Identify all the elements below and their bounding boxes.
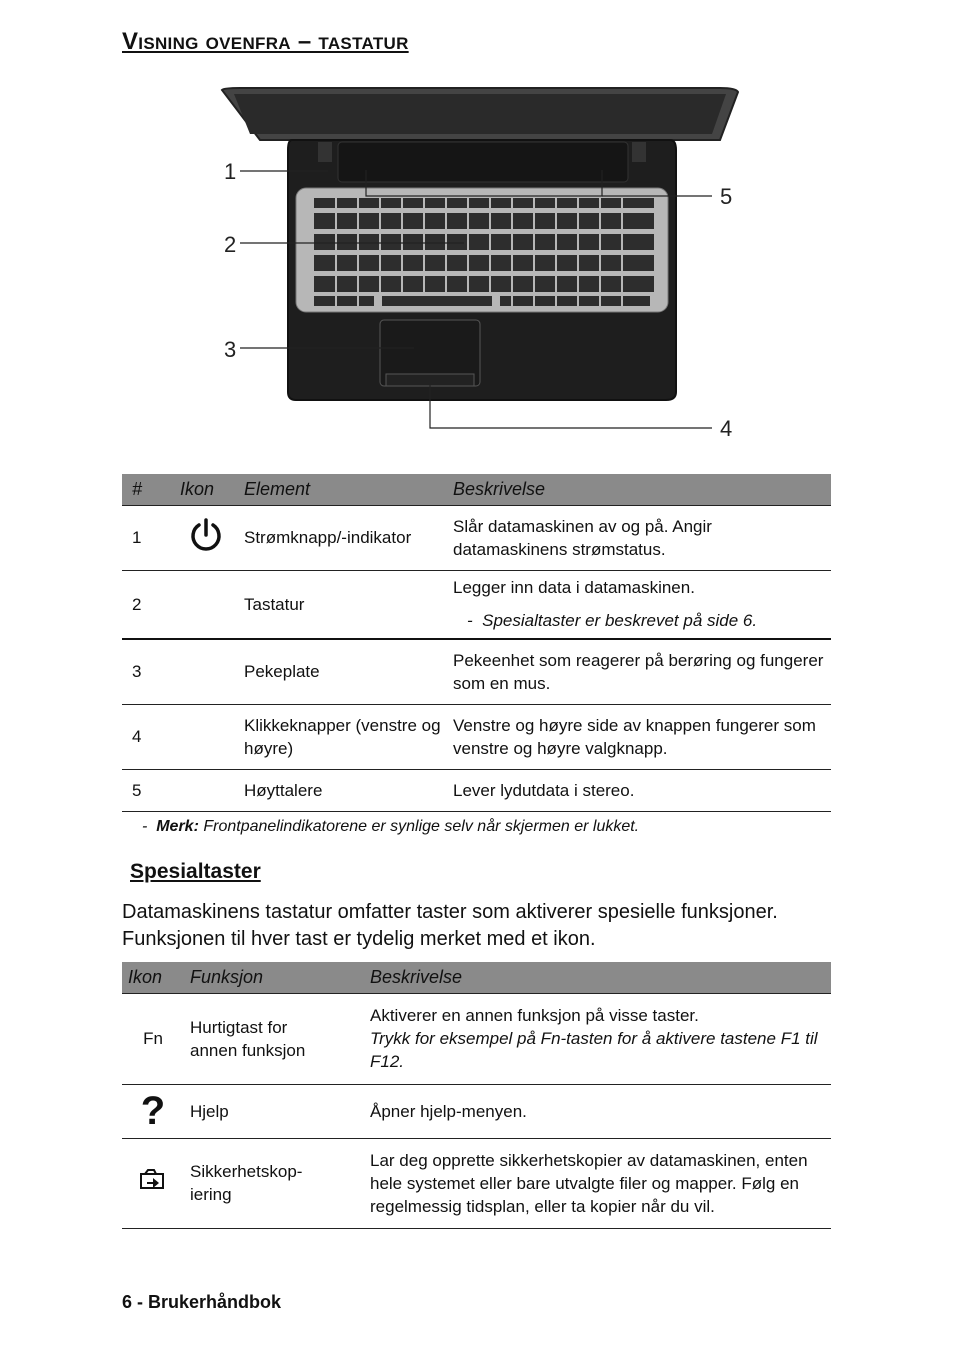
row-description: Legger inn data i datamaskinen. — [453, 578, 695, 598]
row-description: Venstre og høyre side av knappen fungerer som venstre og høyre valgknapp. — [447, 704, 831, 769]
help-icon: ? — [122, 1084, 184, 1138]
table-header-row — [122, 474, 831, 505]
page-footer: 6 - Brukerhåndbok — [122, 1292, 282, 1312]
header-icon: Ikon — [174, 474, 238, 505]
header-num: # — [122, 474, 174, 505]
table-row — [122, 1138, 831, 1228]
header-element: Element — [238, 474, 447, 505]
row-num: 4 — [122, 704, 174, 769]
row-element: Tastatur — [238, 570, 447, 639]
row-num: 2 — [122, 570, 174, 639]
row-num: 3 — [122, 639, 174, 704]
page-heading: Visning ovenfra – tastatur — [122, 28, 409, 55]
row-element: Klikkeknapper (venstre og høyre) — [238, 704, 447, 769]
intro-line: Datamaskinens tastatur omfatter taster som aktiverer spesielle funksjoner. — [122, 901, 778, 923]
table-row — [122, 639, 831, 704]
row-description: Lar deg opprette sikkerhetskopier av datamaskinen, enten hele systemet eller bare utvalgte filer og mapper. Følg en regelmessig tidsplan, eller ta kopier når du vil. — [364, 1138, 831, 1228]
row-description: Pekeenhet som reagerer på berøring og fungerer som en mus. — [447, 639, 831, 704]
header-icon: Ikon — [122, 962, 184, 993]
row-description: Slår datamaskinen av og på. Angir datamaskinens strømstatus. — [447, 505, 831, 570]
special-keys-table — [122, 962, 831, 1229]
table-row — [122, 769, 831, 811]
power-icon — [187, 516, 225, 554]
callout-3: 3 — [224, 337, 237, 362]
row-element: Pekeplate — [238, 639, 447, 704]
header-function: Funksjon — [184, 962, 364, 993]
laptop-top-view-illustration — [200, 80, 760, 450]
callout-2: 2 — [224, 232, 237, 257]
row-num: 1 — [122, 505, 174, 570]
row-description: Aktiverer en annen funksjon på visse taster. — [370, 1006, 699, 1025]
callout-4: 4 — [720, 416, 733, 441]
function-label: annen funksjon — [190, 1040, 306, 1060]
row-description: Lever lydutdata i stereo. — [447, 769, 831, 811]
intro-paragraph — [122, 899, 842, 953]
section-heading: Spesialtaster — [130, 860, 261, 883]
components-table — [122, 474, 831, 812]
function-label: Hurtigtast for — [190, 1017, 288, 1037]
function-label: iering — [190, 1185, 232, 1204]
table-row — [122, 1084, 831, 1138]
callout-1: 1 — [224, 159, 237, 184]
backup-icon — [139, 1168, 167, 1192]
function-label: Sikkerhetskop- — [190, 1162, 303, 1181]
table-row — [122, 993, 831, 1084]
note-label: Merk: — [156, 818, 199, 835]
callout-5: 5 — [720, 184, 733, 209]
note-text: Frontpanelindikatorene er synlige selv når skjermen er lukket. — [203, 818, 640, 835]
table-header-row — [122, 962, 831, 993]
row-element: Strømknapp/-indikator — [238, 505, 447, 570]
intro-line: Funksjonen til hver tast er tydelig merket med et ikon. — [122, 928, 596, 950]
table-row — [122, 704, 831, 769]
table-row — [122, 505, 831, 570]
row-note: Spesialtaster er beskrevet på side 6. — [482, 611, 758, 631]
header-description: Beskrivelse — [364, 962, 831, 993]
note: - Merk: Frontpanelindikatorene er synlige selv når skjermen er lukket. — [142, 818, 640, 835]
fn-key-icon: Fn — [122, 993, 184, 1084]
row-description: Åpner hjelp-menyen. — [364, 1084, 831, 1138]
row-num: 5 — [122, 769, 174, 811]
row-description-example: Trykk for eksempel på Fn-tasten for å aktivere tastene F1 til F12. — [370, 1029, 818, 1071]
header-description: Beskrivelse — [447, 474, 831, 505]
table-row: 2 Tastatur Legger inn data i datamaskinen. - Spesialtaster er beskrevet på side 6. — [122, 570, 831, 639]
row-element: Høyttalere — [238, 769, 447, 811]
function-label: Hjelp — [184, 1084, 364, 1138]
